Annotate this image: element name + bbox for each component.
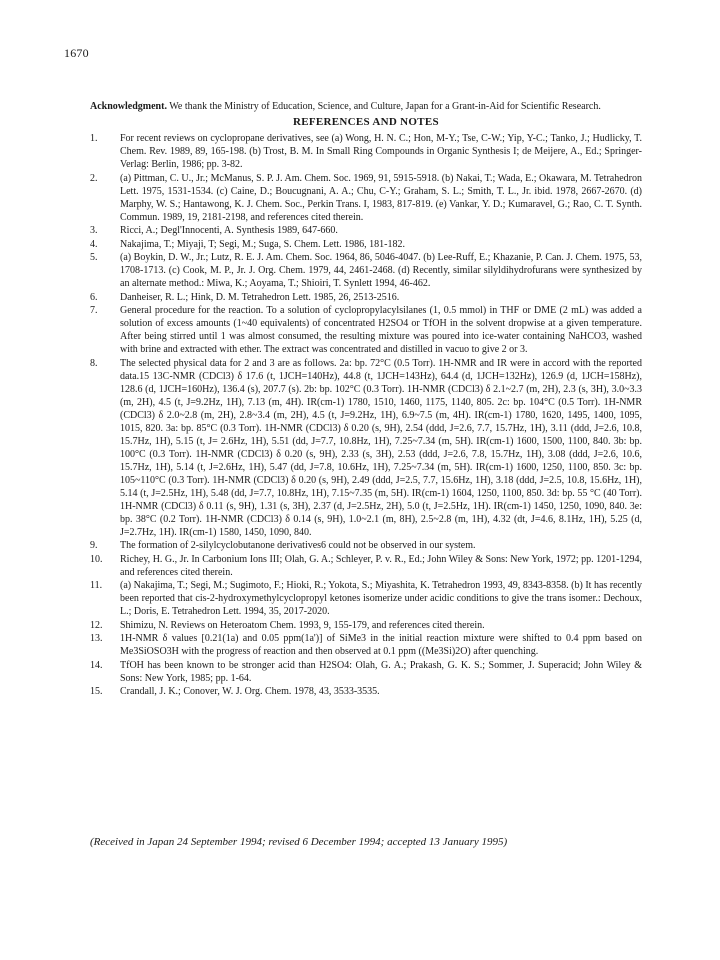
acknowledgment-text: We thank the Ministry of Education, Science, and Culture, Japan for a Grant-in-Aid for Scientific Research. bbox=[169, 101, 601, 112]
reference-text: TfOH has been known to be stronger acid than H2SO4: Olah, G. A.; Prakash, G. K. S.; Sommer, J. Superacid; John Wiley & Sons: New York, 1985; pp. 1-64. bbox=[120, 659, 642, 684]
received-dates: (Received in Japan 24 September 1994; revised 6 December 1994; accepted 13 January 1995) bbox=[90, 836, 508, 848]
reference-item bbox=[90, 357, 642, 539]
references-heading: REFERENCES AND NOTES bbox=[293, 116, 439, 128]
reference-item bbox=[90, 251, 642, 290]
reference-item bbox=[90, 132, 642, 171]
reference-text: The formation of 2-silylcyclobutanone derivatives6 could not be observed in our system. bbox=[120, 540, 476, 551]
reference-item bbox=[90, 553, 642, 579]
reference-text: Shimizu, N. Reviews on Heteroatom Chem. 1993, 9, 155-179, and references cited therein. bbox=[120, 619, 485, 631]
reference-text: 1H-NMR δ values [0.21(1a) and 0.05 ppm(1a')] of SiMe3 in the initial reaction mixture were shifted to 0.4 ppm based on Me3SiOSO3H with the progress of reaction and then observed at 0.1 ppm ((Me3Si)2O) after quenching. bbox=[120, 633, 642, 657]
reference-text: Crandall, J. K.; Conover, W. J. Org. Chem. 1978, 43, 3533-3535. bbox=[120, 686, 380, 697]
reference-item bbox=[90, 619, 642, 632]
reference-number: 3. bbox=[90, 225, 98, 236]
reference-text: Nakajima, T.; Miyaji, T; Segi, M.; Suga, S. Chem. Lett. 1986, 181-182. bbox=[120, 238, 405, 250]
reference-text: Richey, H. G., Jr. In Carbonium Ions III; Olah, G. A.; Schleyer, P. v. R., Ed.; John Wiley & Sons: New York, 1972; pp. 1201-1294, and references cited therein. bbox=[120, 553, 642, 578]
reference-number: 11. bbox=[90, 580, 103, 591]
reference-item bbox=[90, 632, 642, 658]
reference-number: 6. bbox=[90, 291, 98, 303]
reference-number: 13. bbox=[90, 633, 103, 644]
reference-item bbox=[90, 224, 642, 237]
article-body bbox=[90, 100, 642, 699]
reference-number: 1. bbox=[90, 133, 98, 144]
reference-number: 8. bbox=[90, 357, 98, 369]
reference-text: Danheiser, R. L.; Hink, D. M. Tetrahedron Lett. 1985, 26, 2513-2516. bbox=[120, 291, 400, 303]
reference-text: The selected physical data for 2 and 3 are as follows. 2a: bp. 72°C (0.5 Torr). 1H-NMR and IR were in accord with the reported data.15 13C-NMR (CDCl3) δ 17.6 (t, 1JCH=140Hz), 44.8 (t, 1JCH=143Hz), 64.4 (d, 1JCH=132Hz), 126.9 (d, 1JCH=158Hz), 128.6 (d, 1JCH=160Hz), 136.4 (s), 207.7 (s). 2b: bp. 102°C (0.3 Torr). 1H-NMR (CDCl3) δ 2.1~2.7 (m, 2H), 2.3 (s, 3H), 3.0~3.3 (m, 2H), 4.5 (t, J=9.2Hz, 1H), 7.13 (m, 4H). IR(cm-1) 1780, 1510, 1460, 1175, 1140, 805. 2c: bp. 104°C (0.5 Torr). 1H-NMR (CDCl3) δ 2.0~2.8 (m, 2H), 2.8~3.4 (m, 2H), 4.5 (t, J=9.2Hz, 1H), 6.9~7.5 (m, 4H). IR(cm-1) 1780, 1620, 1495, 1400, 1095, 1015, 820. 3a: bp. 85°C (0.3 Torr). 1H-NMR (CDCl3) δ 0.20 (s, 9H), 2.54 (ddd, J=2.6, 7.7, 15.7Hz, 1H), 3.11 (ddd, J=2.6, 10.8, 15.7Hz, 1H), 5.15 (t, J= 2.6Hz, 1H), 5.51 (dd, J=7.7, 10.8Hz, 1H), 7.25~7.34 (m, 5H). IR(cm-1) 1600, 1500, 1100, 840. 3b: bp. 100°C (0.3 Torr). 1H-NMR (CDCl3) δ 0.20 (s, 9H), 2.33 (s, 3H), 2.53 (ddd, J=2.6, 7.8, 15.7Hz, 1H), 3.08 (ddd, J=2.6, 10.6, 15.7Hz, 1H), 5.14 (t, J=2.6Hz, 1H), 5.47 (dd, J=7.8, 10.6Hz, 1H), 7.25~7.34 (m, 5H). IR(cm-1) 1600, 1250, 1100, 850. 3c: bp. 105~110°C (0.3 Torr). 1H-NMR (CDCl3) δ 0.20 (s, 9H), 2.49 (ddd, J=2.5, 7.7, 15.6Hz, 1H), 3.18 (ddd, J=2.5, 10.8, 15.6Hz, 1H), 5.14 (t, J=2.5Hz, 1H), 5.48 (dd, J=7.7, 10.8Hz, 1H), 7.15~7.35 (m, 5H). IR(cm-1) 1604, 1250, 1100, 850. 3d: bp. 55 °C (40 Torr). 1H-NMR (CDCl3) δ 0.11 (s, 9H), 1.31 (s, 3H), 2.37 (d, J=2.5Hz, 2H), 5.0 (t, J=2.5Hz, 1H). IR(cm-1) 1450, 1250, 1090, 840. 3e: bp. 38°C (0.2 Torr). 1H-NMR (CDCl3) δ 0.14 (s, 9H), 1.0~2.1 (m, 8H), 2.5~2.8 (m, 1H), 4.32 (dt, J=4.6, 8.1Hz, 1H), 5.25 (d, J=2.7Hz, 1H). IR(cm-1) 1580, 1450, 1090, 840. bbox=[120, 357, 642, 538]
reference-item bbox=[90, 685, 642, 698]
reference-item bbox=[90, 238, 642, 251]
reference-text: General procedure for the reaction. To a solution of cyclopropylacylsilanes (1, 0.5 mmol) in THF or DME (2 mL) was added a solution of excess amounts (1~40 equivalents) of concentrated H2SO4 or TfOH in the solvent dropwise at a given temperature. After being stirred until 1 was almost consumed, the resulting mixture was poured into ice-water containing NaHCO3, washed with brine and extracted with ether. The extract was concentrated and distilled in vacuo to give 2 or 3. bbox=[120, 305, 642, 355]
reference-text: For recent reviews on cyclopropane derivatives, see (a) Wong, H. N. C.; Hon, M-Y.; Tse, C-W.; Yip, Y-C.; Tanko, J.; Hudlicky, T. Chem. Rev. 1989, 89, 165-198. (b) Trost, B. M. In Small Ring Compounds in Organic Synthesis I; de Meijere, A., Ed.; Springer-Verlag: Berlin, 1986; pp. 3-82. bbox=[120, 133, 642, 170]
reference-item bbox=[90, 659, 642, 685]
reference-number: 4. bbox=[90, 238, 98, 250]
reference-item bbox=[90, 539, 642, 552]
reference-item bbox=[90, 304, 642, 356]
reference-number: 2. bbox=[90, 172, 98, 184]
reference-item bbox=[90, 579, 642, 618]
reference-text: (a) Boykin, D. W., Jr.; Lutz, R. E. J. Am. Chem. Soc. 1964, 86, 5046-4047. (b) Lee-Ruff, E.; Khazanie, P. Can. J. Chem. 1975, 53, 1708-1713. (c) Cook, M. P., Jr. J. Org. Chem. 1979, 44, 2461-2468. (d) Recently, similar silyldihydrofurans were synthesized by an alternate method.: Miwa, K.; Aoyama, T.; Shioiri, T. Synlett 1994, 46-462. bbox=[120, 252, 642, 289]
acknowledgment bbox=[90, 100, 642, 113]
reference-text: (a) Nakajima, T.; Segi, M.; Sugimoto, F.; Hioki, R.; Yokota, S.; Miyashita, K. Tetrahedron 1993, 49, 8343-8358. (b) It has recently been reported that cis-2-hydroxymethylcyclopropyl ketones isomerize under acidic conditions to give the trans isomer.: Dechoux, L.; Doris, E. Tetrahedron Lett. 1994, 35, 2017-2020. bbox=[120, 580, 642, 617]
reference-number: 5. bbox=[90, 252, 98, 263]
page-number: 1670 bbox=[64, 46, 89, 60]
reference-list bbox=[90, 132, 642, 698]
reference-item bbox=[90, 291, 642, 304]
acknowledgment-title: Acknowledgment. bbox=[90, 101, 167, 112]
reference-number: 12. bbox=[90, 619, 103, 631]
reference-number: 9. bbox=[90, 540, 98, 551]
reference-item bbox=[90, 172, 642, 224]
reference-number: 14. bbox=[90, 659, 103, 671]
reference-number: 15. bbox=[90, 686, 103, 697]
reference-text: Ricci, A.; Degl'Innocenti, A. Synthesis 1989, 647-660. bbox=[120, 225, 338, 236]
reference-number: 10. bbox=[90, 553, 103, 565]
reference-number: 7. bbox=[90, 305, 98, 316]
reference-text: (a) Pittman, C. U., Jr.; McManus, S. P. J. Am. Chem. Soc. 1969, 91, 5915-5918. (b) Nakai, T.; Wada, E.; Okawara, M. Tetrahedron Lett. 1975, 1531-1534. (c) Caine, D.; Boucugnani, A. A.; Chu, C-Y.; Graham, S. L.; Smith, T. L., Jr. ibid. 1978, 2667-2670. (d) Marphy, W. S.; Hantawong, K. J. Chem. Soc., Perkin Trans. I, 1983, 817-819. (e) Vankar, Y. D.; Kumaravel, G.; Rao, C. T. Synth. Commun. 1989, 19, 2181-2198, and references cited therein. bbox=[120, 172, 642, 223]
